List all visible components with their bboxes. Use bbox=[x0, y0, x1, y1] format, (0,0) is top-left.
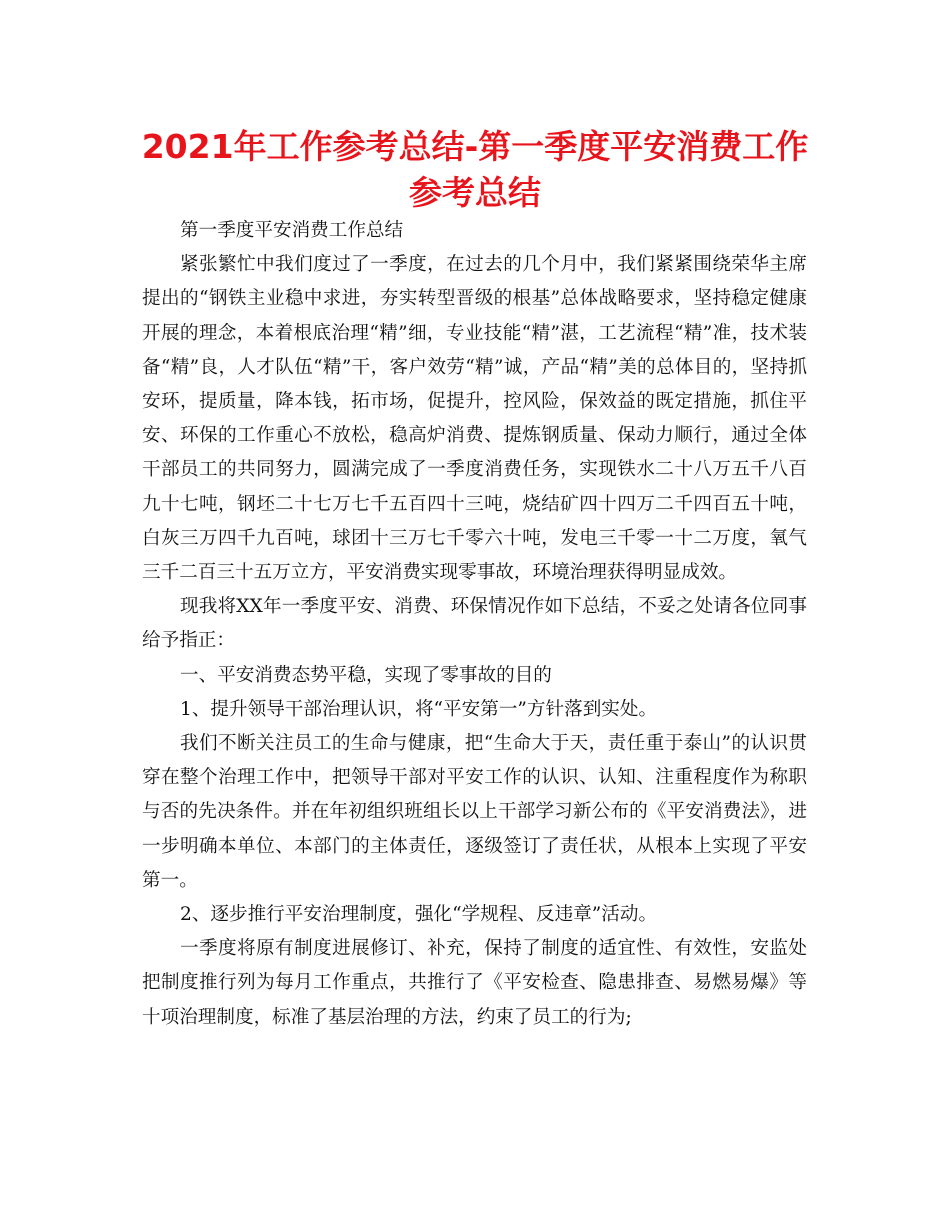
paragraph-summary-note: 现我将XX年一季度平安、消费、环保情况作如下总结，不妥之处请各位同事给予指正： bbox=[142, 596, 807, 652]
subsection-heading-2: 2、逐步推行平安治理制度，强化“学规程、反违章”活动。 bbox=[180, 904, 658, 926]
paragraph-regulations: 一季度将原有制度进展修订、补充，保持了制度的适宜性、有效性，安监处把制度推行列为每月工作重点，共推行了《平安检查、隐患排查、易燃易爆》等十项治理制度，标准了基层治理的方法，约束了员工的行为; bbox=[142, 938, 807, 1028]
section-heading-1: 一、平安消费态势平稳，实现了零事故的目的 bbox=[180, 664, 552, 686]
paragraph-intro: 紧张繁忙中我们度过了一季度，在过去的几个月中，我们紧紧围绕荣华主席提出的“钢铁主业稳中求进，夯实转型晋级的根基”总体战略要求，坚持稳定健康开展的理念，本着根底治理“精”细，专业技能“精”湛，工艺流程“精”准，技术装备“精”良，人才队伍“精”干，客户效劳“精”诚，产品“精”美的总体目的，坚持抓安环，提质量，降本钱，拓市场，促提升，控风险，保效益的既定措施，抓住平安、环保的工作重心不放松，稳高炉消费、提炼钢质量、保动力顺行，通过全体干部员工的共同努力，圆满完成了一季度消费任务，实现铁水二十八万五千八百九十七吨，钢坯二十七万七千五百四十三吨，烧结矿四十四万二千四百五十吨，白灰三万四千九百吨，球团十三万七千零六十吨，发电三千零一十二万度，氧气三千二百三十五万立方，平安消费实现零事故，环境治理获得明显成效。 bbox=[142, 254, 808, 584]
paragraph-subtitle: 第一季度平安消费工作总结 bbox=[180, 220, 404, 241]
document-body bbox=[142, 214, 807, 1035]
document-title: 2021年工作参考总结-第一季度平安消费工作参考总结 bbox=[141, 127, 809, 212]
paragraph-leadership: 我们不断关注员工的生命与健康，把“生命大于天，责任重于泰山”的认识贯穿在整个治理工作中，把领导干部对平安工作的认识、认知、注重程度作为称职与否的先决条件。并在年初组织班组长以上干部学习新公布的《平安消费法》，进一步明确本单位、本部门的主体责任，逐级签订了责任状，从根本上实现了平安第一。 bbox=[142, 733, 807, 891]
subsection-heading-1: 1、提升领导干部治理认识，将“平安第一”方针落到实处。 bbox=[180, 698, 658, 720]
